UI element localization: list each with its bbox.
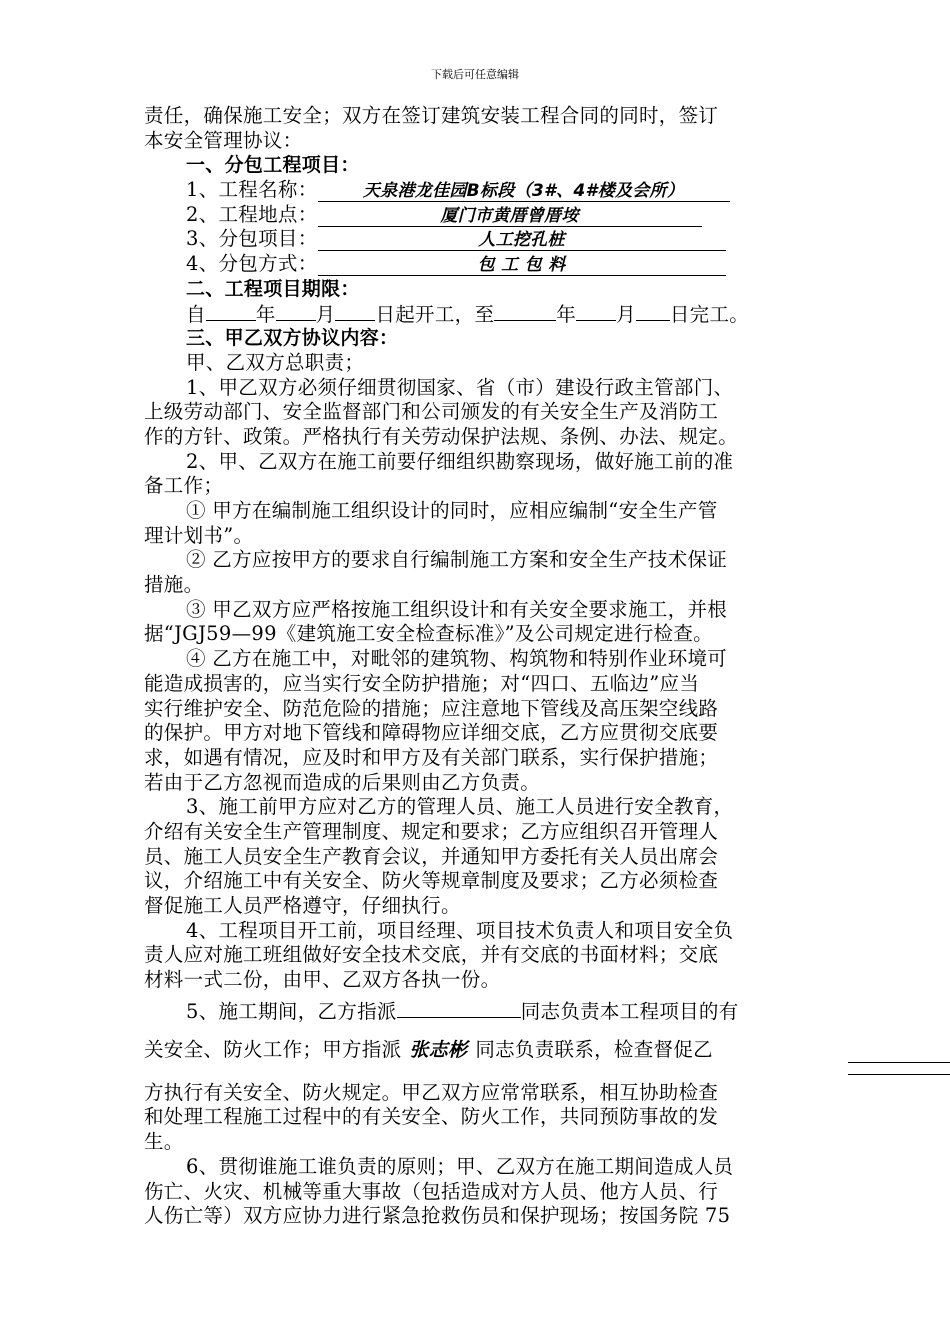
document-body (144, 104, 824, 1229)
text-line: ② 乙方应按甲方的要求自行编制施工方案和安全生产技术保证 (186, 548, 728, 572)
text-line: 2、甲、乙双方在施工前要仔细组织勘察现场，做好施工前的准 (186, 449, 734, 473)
text-line: 员、施工人员安全生产教育会议，并通知甲方委托有关人员出席会 (144, 844, 719, 868)
text-line: 作的方针、政策。严格执行有关劳动保护法规、条例、办法、规定。 (144, 424, 739, 448)
period-text: 日完工。 (669, 302, 750, 326)
field-value: 天泉港龙佳园B标段（3#、4#楼及会所） (318, 181, 730, 202)
text-line: 6、贯彻谁施工谁负责的原则；甲、乙双方在施工期间造成人员 (186, 1154, 734, 1178)
text-line: 1、甲乙双方必须仔细贯彻国家、省（市）建设行政主管部门、 (186, 375, 734, 399)
header-note: 下载后可任意编辑 (431, 68, 519, 81)
signature-name: 张志彬 (409, 1038, 468, 1061)
field-project-location (144, 203, 824, 228)
period-text: 日起开工，至 (375, 302, 495, 326)
text-line: 生。 (144, 1130, 184, 1154)
text-line: ④ 乙方在施工中，对毗邻的建筑物、构筑物和特别作业环境可 (186, 647, 728, 671)
assignee-line-b (144, 993, 824, 1031)
text-fragment: 同志负责联系，检查督促乙 (475, 1037, 713, 1061)
text-line: 方执行有关安全、防火规定。甲乙双方应常常联系，相互协助检查 (144, 1080, 719, 1104)
text-line: 备工作； (144, 474, 224, 498)
text-line: ① 甲方在编制施工组织设计的同时，应相应编制“安全生产管 (186, 499, 718, 522)
text-line: 人伤亡等）双方应协力进行紧急抢救伤员和保护现场；按国务院 75 (144, 1204, 731, 1228)
blank-month-start (276, 302, 316, 321)
text-line: 本安全管理协议： (144, 128, 303, 152)
text-fragment: 关安全、防火工作；甲方指派 (144, 1037, 402, 1061)
text-line: 责人应对施工班组做好安全技术交底，并有交底的书面材料；交底 (144, 943, 719, 967)
text-line: 实行维护安全、防范危险的措施；应注意地下管线及高压架空线路 (144, 696, 719, 720)
text-line: 甲、乙双方总职责； (186, 350, 365, 374)
text-line: 的保护。甲方对地下管线和障碍物应详细交底，乙方应贯彻交底要 (144, 721, 719, 745)
text-line: ③ 甲乙双方应严格按施工组织设计和有关安全要求施工，并根 (186, 597, 728, 621)
text-line: 据“JGJ59—99《建筑施工安全检查标准》”及公司规定进行检查。 (144, 622, 713, 646)
blank-day-start (335, 302, 375, 321)
text-line: 伤亡、火灾、机械等重大事故（包括造成对方人员、他方人员、行 (144, 1179, 719, 1203)
period-line (144, 302, 824, 327)
text-fragment: 同志负责本工程项目的有 (520, 999, 739, 1023)
text-line: 材料一式二份，由甲、乙双方各执一份。 (144, 968, 501, 992)
section-heading-2: 二、工程项目期限： (186, 277, 360, 300)
text-fragment: 5、施工期间，乙方指派 (186, 999, 397, 1023)
assignee-line-a (144, 1031, 824, 1069)
field-subcontract-method (144, 252, 824, 277)
text-line: 上级劳动部门、安全监督部门和公司颁发的有关安全生产及消防工 (144, 400, 719, 424)
blank-assignee-b (397, 999, 521, 1018)
field-value: 厦门市黄厝曾厝垵 (318, 206, 702, 227)
field-label: 1、工程名称： (186, 178, 318, 202)
period-text: 月 (616, 302, 636, 326)
text-line: 责任，确保施工安全；双方在签订建筑安装工程合同的同时，签订 (144, 104, 719, 127)
text-line: 若由于乙方忽视而造成的后果则由乙方负责。 (144, 770, 541, 794)
text-line: 介绍有关安全生产管理制度、规定和要求；乙方应组织召开管理人 (144, 819, 719, 843)
text-line: 4、工程项目开工前，项目经理、项目技术负责人和项目安全负 (186, 918, 734, 942)
text-line: 措施。 (144, 573, 204, 597)
text-line: 求，如遇有情况，应及时和甲方及有关部门联系，实行保护措施； (144, 745, 719, 769)
period-text: 月 (315, 302, 336, 326)
field-label: 2、工程地点： (186, 202, 318, 226)
section-heading-3: 三、甲乙双方协议内容： (186, 327, 399, 350)
blank-day-end (636, 302, 670, 321)
section-heading-1: 一、分包工程项目： (186, 154, 360, 177)
text-line: 督促施工人员严格遵守，仔细执行。 (144, 894, 461, 917)
field-project-name (144, 178, 824, 203)
field-value: 包 工 包 料 (318, 255, 726, 276)
margin-rule (848, 1074, 950, 1075)
text-line: 议，介绍施工中有关安全、防火等规章制度及要求；乙方必须检查 (144, 869, 719, 893)
blank-month-end (576, 302, 616, 321)
field-label: 4、分包方式： (186, 252, 318, 276)
blank-year-start (206, 302, 256, 321)
period-text: 自 (186, 302, 206, 326)
text-line: 理计划书”。 (144, 523, 254, 547)
period-text: 年 (556, 302, 577, 326)
field-subcontract-item (144, 227, 824, 252)
margin-rule (848, 1062, 950, 1063)
field-label: 3、分包项目： (186, 227, 318, 251)
period-text: 年 (255, 302, 276, 326)
text-line: 3、施工前甲方应对乙方的管理人员、施工人员进行安全教育， (186, 795, 734, 819)
blank-year-end (494, 302, 556, 321)
text-line: 和处理工程施工过程中的有关安全、防火工作，共同预防事故的发 (144, 1105, 719, 1129)
field-value: 人工挖孔桩 (318, 230, 726, 251)
text-line: 能造成损害的，应当实行安全防护措施；对“四口、五临边”应当 (144, 671, 700, 695)
